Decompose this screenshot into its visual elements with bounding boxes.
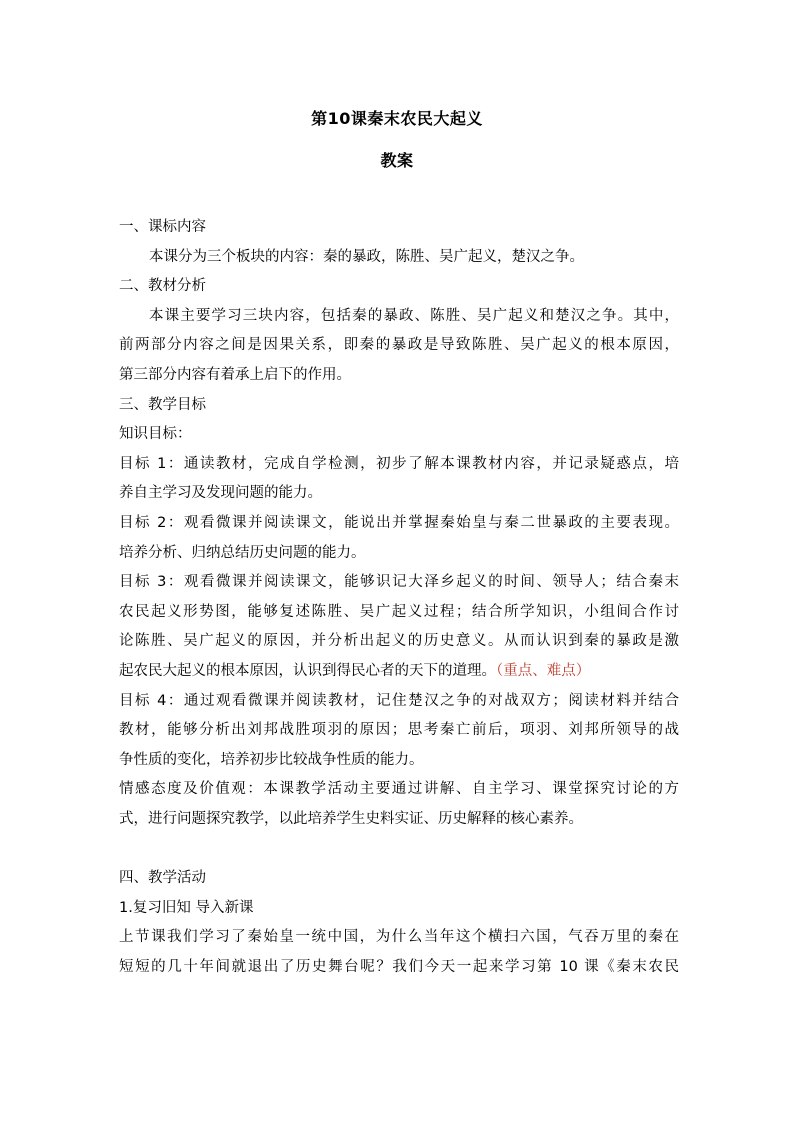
section-heading-teaching-goals: 三、教学目标: [119, 396, 206, 413]
goal-3-last-text: 起农民大起义的根本原因，认识到得民心者的天下的道理。: [119, 662, 496, 679]
goal-3-line: 农民起义形势图，能够复述陈胜、吴广起义过程；结合所学知识，小组间合作讨: [119, 603, 679, 620]
goal-3-line-last: [119, 657, 679, 687]
activity-1-heading: 1.复习旧知 导入新课: [119, 899, 254, 916]
emotion-values-line: 情感态度及价值观：本课教学活动主要通过讲解、自主学习、课堂探究讨论的方: [119, 781, 679, 798]
blank-line: [119, 834, 679, 864]
key-difficult-point-note: （重点、难点）: [496, 662, 591, 679]
curriculum-text: 本课分为三个板块的内容：秦的暴政，陈胜、吴广起义，楚汉之争。: [149, 248, 584, 265]
document-body: [119, 213, 679, 982]
material-analysis-line: 本课主要学习三块内容，包括秦的暴政、陈胜、吴广起义和楚汉之争。其中，: [149, 307, 679, 324]
section-heading-material-analysis: 二、教材分析: [119, 278, 206, 295]
goal-3-line: 目标 3：观看微课并阅读课文，能够识记大泽乡起义的时间、领导人；结合秦末: [119, 574, 679, 591]
activity-1-line: 上节课我们学习了秦始皇一统中国，为什么当年这个横扫六国，气吞万里的秦在: [119, 929, 679, 946]
goal-3-line: 论陈胜、吴广起义的原因，并分析出起义的历史意义。从而认识到秦的暴政是激: [119, 633, 679, 650]
section-heading-curriculum: 一、课标内容: [119, 219, 206, 235]
knowledge-goals-label: 知识目标：: [119, 426, 192, 443]
material-analysis-line: 前两部分内容之间是因果关系，即秦的暴政是导致陈胜、吴广起义的根本原因，: [119, 337, 679, 354]
material-analysis-line: 第三部分内容有着承上启下的作用。: [119, 366, 351, 383]
document-title: 第10课秦末农民大起义: [311, 109, 483, 128]
goal-4-line: 教材，能够分析出刘邦战胜项羽的原因；思考秦亡前后，项羽、刘邦所领导的战: [119, 722, 679, 739]
goal-2-line: 目标 2：观看微课并阅读课文，能说出并掌握秦始皇与秦二世暴政的主要表现。: [119, 514, 679, 531]
goal-2-line: 培养分析、归纳总结历史问题的能力。: [119, 544, 366, 561]
document-subtitle: 教案: [380, 151, 414, 170]
section-heading-teaching-activities: 四、教学活动: [119, 870, 206, 887]
goal-4-line: 目标 4：通过观看微课并阅读教材，记住楚汉之争的对战双方；阅读材料并结合: [119, 692, 679, 709]
goal-1-line: 目标 1：通读教材，完成自学检测，初步了解本课教材内容，并记录疑惑点，培: [119, 455, 679, 472]
activity-1-line: 短短的几十年间就退出了历史舞台呢？我们今天一起来学习第 10 课《秦末农民: [119, 958, 679, 975]
emotion-values-line: 式，进行问题探究教学，以此培养学生史料实证、历史解释的核心素养。: [119, 810, 583, 827]
goal-4-line: 争性质的变化，培养初步比较战争性质的能力。: [119, 751, 424, 768]
goal-1-line: 养自主学习及发现问题的能力。: [119, 485, 322, 502]
